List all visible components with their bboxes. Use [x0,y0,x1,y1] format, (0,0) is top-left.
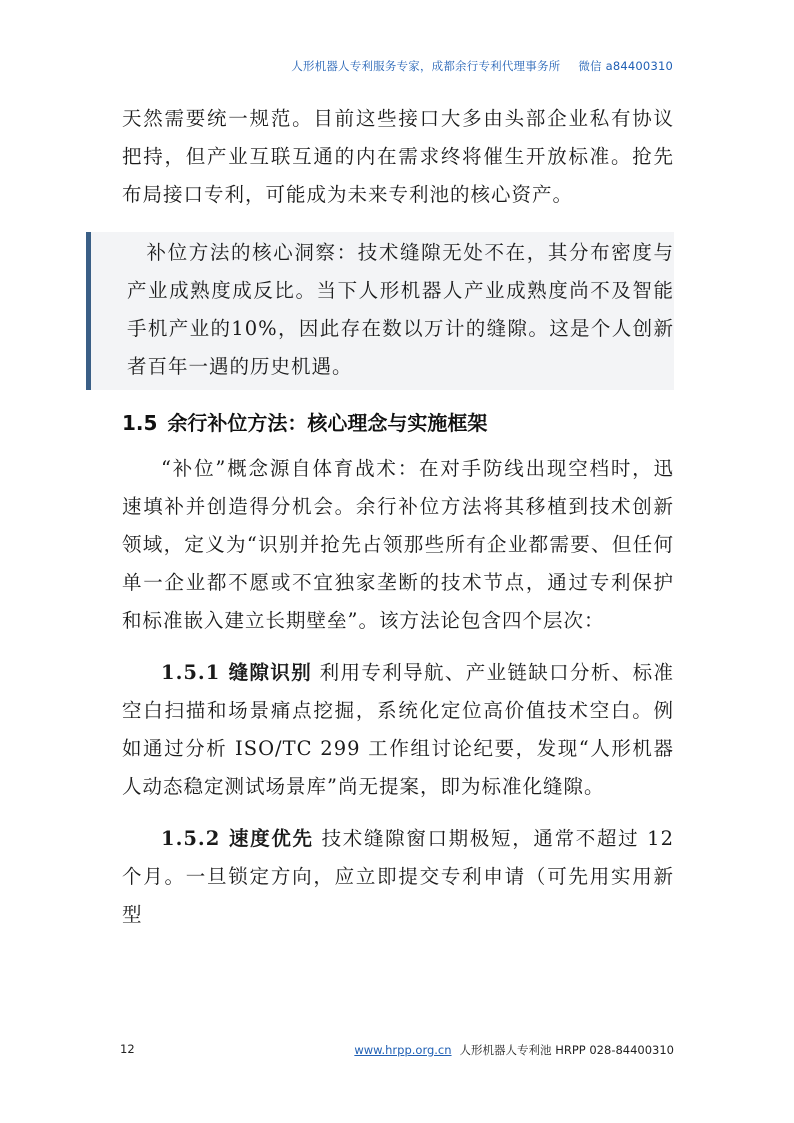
subsection-number: 1.5.1 [161,661,221,684]
subsection-text: 利用专利导航、产业链缺口分析、标准空白扫描和场景痛点挖掘，系统化定位高价值技术空白。例如通过分析 ISO/TC 299 工作组讨论纪要，发现“人形机器人动态稳定测试场景库”尚无提案，即为标准化缝隙。 [122,661,674,798]
subsection-title: 缝隙识别 [228,661,313,684]
footer-info [354,1042,674,1058]
page-body [122,100,674,934]
subsection-number: 1.5.2 [161,827,221,850]
header-wechat: 微信 a84400310 [578,59,673,73]
callout-box [86,232,674,390]
paragraph: 天然需要统一规范。目前这些接口大多由头部企业私有协议把持，但产业互联互通的内在需求终将催生开放标准。抢先布局接口专利，可能成为未来专利池的核心资产。 [122,107,674,206]
footer-link[interactable]: www.hrpp.org.cn [354,1043,452,1057]
section-title: 余行补位方法：核心理念与实施框架 [167,411,488,435]
section-number: 1.5 [122,411,158,435]
page-number: 12 [120,1042,135,1056]
subsection-1 [122,654,674,806]
section-intro: “补位”概念源自体育战术：在对手防线出现空档时，迅速填补并创造得分机会。余行补位方法将其移植到技术创新领域，定义为“识别并抢先占领那些所有企业都需要、但任何单一企业都不愿或不宜独家垄断的技术节点，通过专利保护和标准嵌入建立长期壁垒”。该方法论包含四个层次： [122,457,674,632]
page-header [291,58,673,74]
header-firm: 人形机器人专利服务专家，成都余行专利代理事务所 [291,59,561,73]
callout-text: 补位方法的核心洞察：技术缝隙无处不在，其分布密度与产业成熟度成反比。当下人形机器人产业成熟度尚不及智能手机产业的10%，因此存在数以万计的缝隙。这是个人创新者百年一遇的历史机遇。 [127,241,674,378]
section-heading [122,408,674,438]
subsection-2 [122,820,674,934]
footer-text: 人形机器人专利池 HRPP 028-84400310 [459,1043,674,1057]
subsection-text: 技术缝隙窗口期极短，通常不超过 12 个月。一旦锁定方向，应立即提交专利申请（可先用实用新型 [122,827,674,926]
subsection-title: 速度优先 [228,827,314,850]
